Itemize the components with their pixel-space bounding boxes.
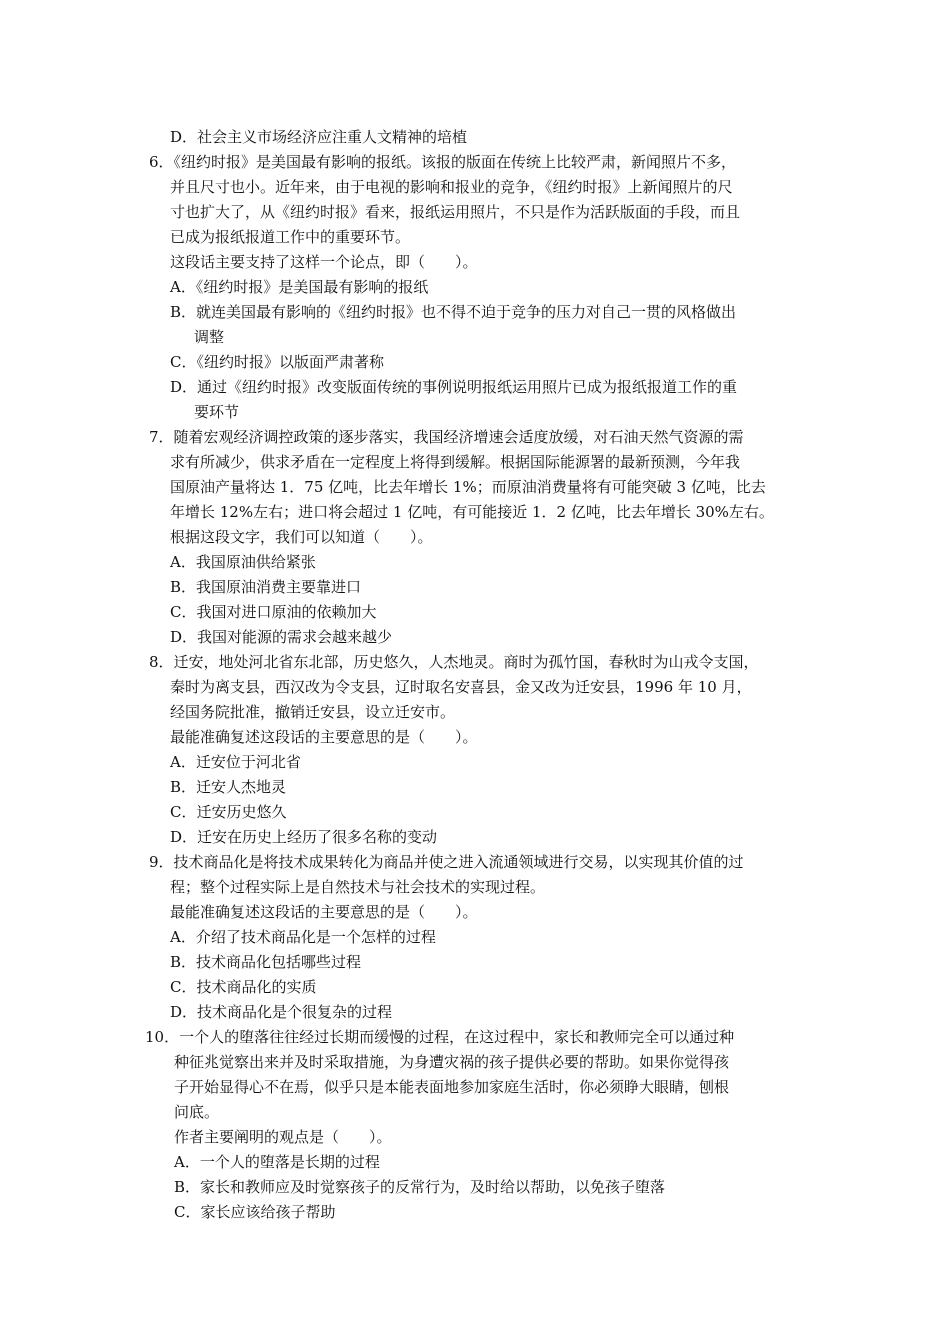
q9-prompt: 最能准确复述这段话的主要意思的是（ ）。 <box>170 903 478 921</box>
q8-stem-line-1: 8．迁安，地处河北省东北部，历史悠久，人杰地灵。商时为孤竹国，春秋时为山戎令支国， <box>149 653 759 671</box>
q6-option-b-cont: 调整 <box>194 328 225 346</box>
q7-stem-line-1: 7．随着宏观经济调控政策的逐步落实，我国经济增速会适度放缓，对石油天然气资源的需 <box>149 428 744 446</box>
q9-stem-line-1: 9．技术商品化是将技术成果转化为商品并使之进入流通领域进行交易，以实现其价值的过 <box>149 853 744 871</box>
q7-stem-line-2: 求有所减少，供求矛盾在一定程度上将得到缓解。根据国际能源署的最新预测，今年我 <box>170 453 741 471</box>
q6-stem-line-1: 6．《纽约时报》是美国最有影响的报纸。该报的版面在传统上比较严肃，新闻照片不多， <box>149 153 737 171</box>
q6-option-b: B．就连美国最有影响的《纽约时报》也不得不迫于竞争的压力对自己一贯的风格做出 <box>170 303 737 321</box>
q8-stem-line-2: 秦时为离支县，西汉改为令支县，辽时取名安喜县，金又改为迁安县，1996 年 10 月， <box>170 678 752 696</box>
q6-stem-line-3: 寸也扩大了，从《纽约时报》看来，报纸运用照片，不只是作为活跃版面的手段，而且 <box>170 203 741 221</box>
q8-option-c: C．迁安历史悠久 <box>170 803 287 821</box>
q7-stem-line-3: 国原油产量将达 1．75 亿吨，比去年增长 1%；而原油消费量将有可能突破 3 亿吨，比去 <box>170 478 766 496</box>
q7-prompt: 根据这段文字，我们可以知道（ ）。 <box>170 528 433 546</box>
q6-option-c: C．《纽约时报》以版面严肃著称 <box>170 353 384 371</box>
q10-prompt: 作者主要阐明的观点是（ ）。 <box>174 1128 392 1146</box>
q9-option-c: C．技术商品化的实质 <box>170 978 317 996</box>
q8-option-b: B．迁安人杰地灵 <box>170 778 287 796</box>
q6-option-a: A．《纽约时报》是美国最有影响的报纸 <box>170 278 429 296</box>
q10-option-b: B．家长和教师应及时觉察孩子的反常行为，及时给以帮助，以免孩子堕落 <box>174 1178 666 1196</box>
q9-stem-line-2: 程；整个过程实际上是自然技术与社会技术的实现过程。 <box>170 878 546 896</box>
q7-option-b: B．我国原油消费主要靠进口 <box>170 578 362 596</box>
q5-option-d: D．社会主义市场经济应注重人文精神的培植 <box>170 128 468 146</box>
q10-stem-line-1: 10．一个人的堕落往往经过长期而缓慢的过程，在这过程中，家长和教师完全可以通过种 <box>145 1028 735 1046</box>
q7-option-a: A．我国原油供给紧张 <box>170 553 316 571</box>
q6-option-d-cont: 要环节 <box>194 403 240 421</box>
q8-stem-line-3: 经国务院批准，撤销迁安县，设立迁安市。 <box>170 703 456 721</box>
q6-option-d: D．通过《纽约时报》改变版面传统的事例说明报纸运用照片已成为报纸报道工作的重 <box>170 378 738 396</box>
q7-stem-line-4: 年增长 12%左右；进口将会超过 1 亿吨，有可能接近 1．2 亿吨，比去年增长 30%左右。 <box>170 503 774 521</box>
q7-option-d: D．我国对能源的需求会越来越少 <box>170 628 393 646</box>
q10-option-a: A．一个人的堕落是长期的过程 <box>174 1153 380 1171</box>
q10-stem-line-2: 种征兆觉察出来并及时采取措施，为身遭灾祸的孩子提供必要的帮助。如果你觉得孩 <box>174 1053 730 1071</box>
q6-stem-line-4: 已成为报纸报道工作中的重要环节。 <box>170 228 411 246</box>
q9-option-a: A．介绍了技术商品化是一个怎样的过程 <box>170 928 436 946</box>
q6-stem-line-2: 并且尺寸也小。近年来，由于电视的影响和报业的竞争，《纽约时报》上新闻照片的尺 <box>170 178 733 196</box>
q9-option-b: B．技术商品化包括哪些过程 <box>170 953 362 971</box>
q10-stem-line-3: 子开始显得心不在焉，似乎只是本能表面地参加家庭生活时，你必须睁大眼睛，刨根 <box>174 1078 730 1096</box>
q10-option-c: C．家长应该给孩子帮助 <box>174 1203 336 1221</box>
q6-prompt: 这段话主要支持了这样一个论点，即（ ）。 <box>170 253 478 271</box>
q9-option-d: D．技术商品化是个很复杂的过程 <box>170 1003 393 1021</box>
q8-prompt: 最能准确复述这段话的主要意思的是（ ）。 <box>170 728 478 746</box>
q8-option-a: A．迁安位于河北省 <box>170 753 301 771</box>
q10-stem-line-4: 问底。 <box>174 1103 220 1121</box>
q8-option-d: D．迁安在历史上经历了很多名称的变动 <box>170 828 438 846</box>
q7-option-c: C．我国对进口原油的依赖加大 <box>170 603 377 621</box>
